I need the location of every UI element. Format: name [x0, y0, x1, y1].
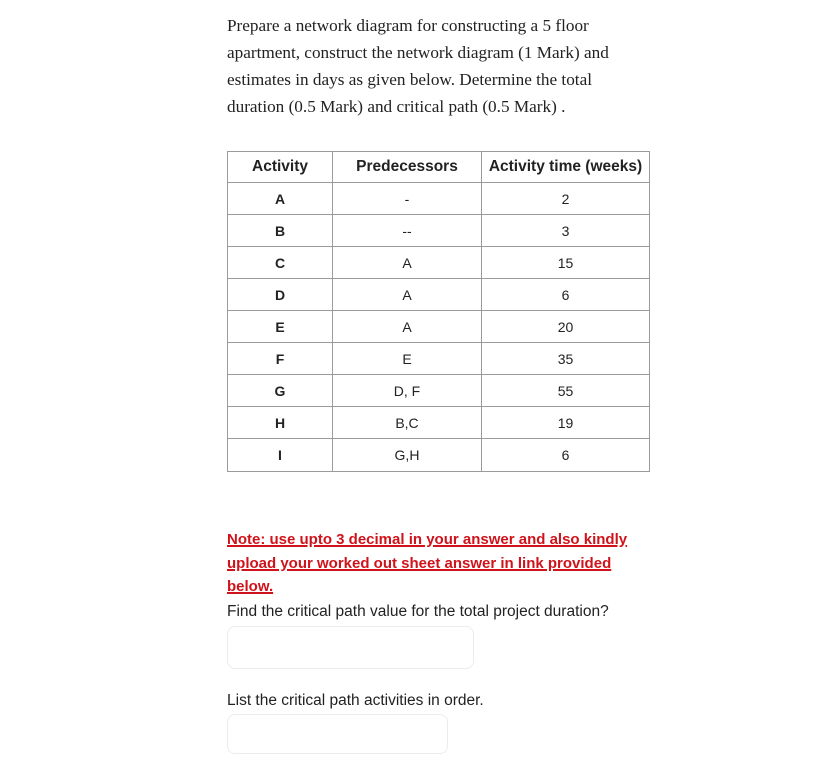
time-cell: 6 [482, 439, 650, 472]
activity-cell: I [228, 439, 333, 472]
time-cell: 3 [482, 215, 650, 247]
predecessors-cell: - [333, 183, 482, 215]
table-row [228, 439, 650, 472]
table-header-row [228, 152, 650, 183]
activity-cell: E [228, 311, 333, 343]
predecessors-cell: -- [333, 215, 482, 247]
table-row [228, 215, 650, 247]
predecessors-cell: A [333, 247, 482, 279]
time-cell: 55 [482, 375, 650, 407]
table-row [228, 247, 650, 279]
time-cell: 35 [482, 343, 650, 375]
activity-cell: A [228, 183, 333, 215]
table-row [228, 311, 650, 343]
question-prompt: Prepare a network diagram for constructing a 5 floor apartment, construct the network diagram (1 Mark) and estimates in days as given below. Determine the total duration (0.5 Mark) and critical path (0.5 Mark) . [227, 16, 609, 116]
time-cell: 19 [482, 407, 650, 439]
table-row [228, 183, 650, 215]
activity-cell: D [228, 279, 333, 311]
predecessors-cell: D, F [333, 375, 482, 407]
critical-path-value-input[interactable] [227, 626, 474, 669]
note-text: Note: use upto 3 decimal in your answer and also kindly upload your worked out sheet answer in link provided below. [227, 531, 628, 595]
table-row [228, 407, 650, 439]
question-critical-path-value: Find the critical path value for the total project duration? [227, 603, 609, 620]
activity-cell: F [228, 343, 333, 375]
header-predecessors: Predecessors [333, 152, 482, 183]
activity-cell: G [228, 375, 333, 407]
table-row [228, 375, 650, 407]
time-cell: 2 [482, 183, 650, 215]
time-cell: 15 [482, 247, 650, 279]
critical-path-activities-input[interactable] [227, 714, 448, 754]
predecessors-cell: A [333, 279, 482, 311]
time-cell: 20 [482, 311, 650, 343]
activity-cell: H [228, 407, 333, 439]
predecessors-cell: G,H [333, 439, 482, 472]
predecessors-cell: A [333, 311, 482, 343]
time-cell: 6 [482, 279, 650, 311]
table-row [228, 343, 650, 375]
activity-cell: B [228, 215, 333, 247]
header-activity-time: Activity time (weeks) [482, 152, 650, 183]
activity-cell: C [228, 247, 333, 279]
activity-table [227, 151, 650, 472]
header-activity: Activity [228, 152, 333, 183]
predecessors-cell: E [333, 343, 482, 375]
predecessors-cell: B,C [333, 407, 482, 439]
question-critical-path-activities: List the critical path activities in order. [227, 692, 484, 709]
table-row [228, 279, 650, 311]
